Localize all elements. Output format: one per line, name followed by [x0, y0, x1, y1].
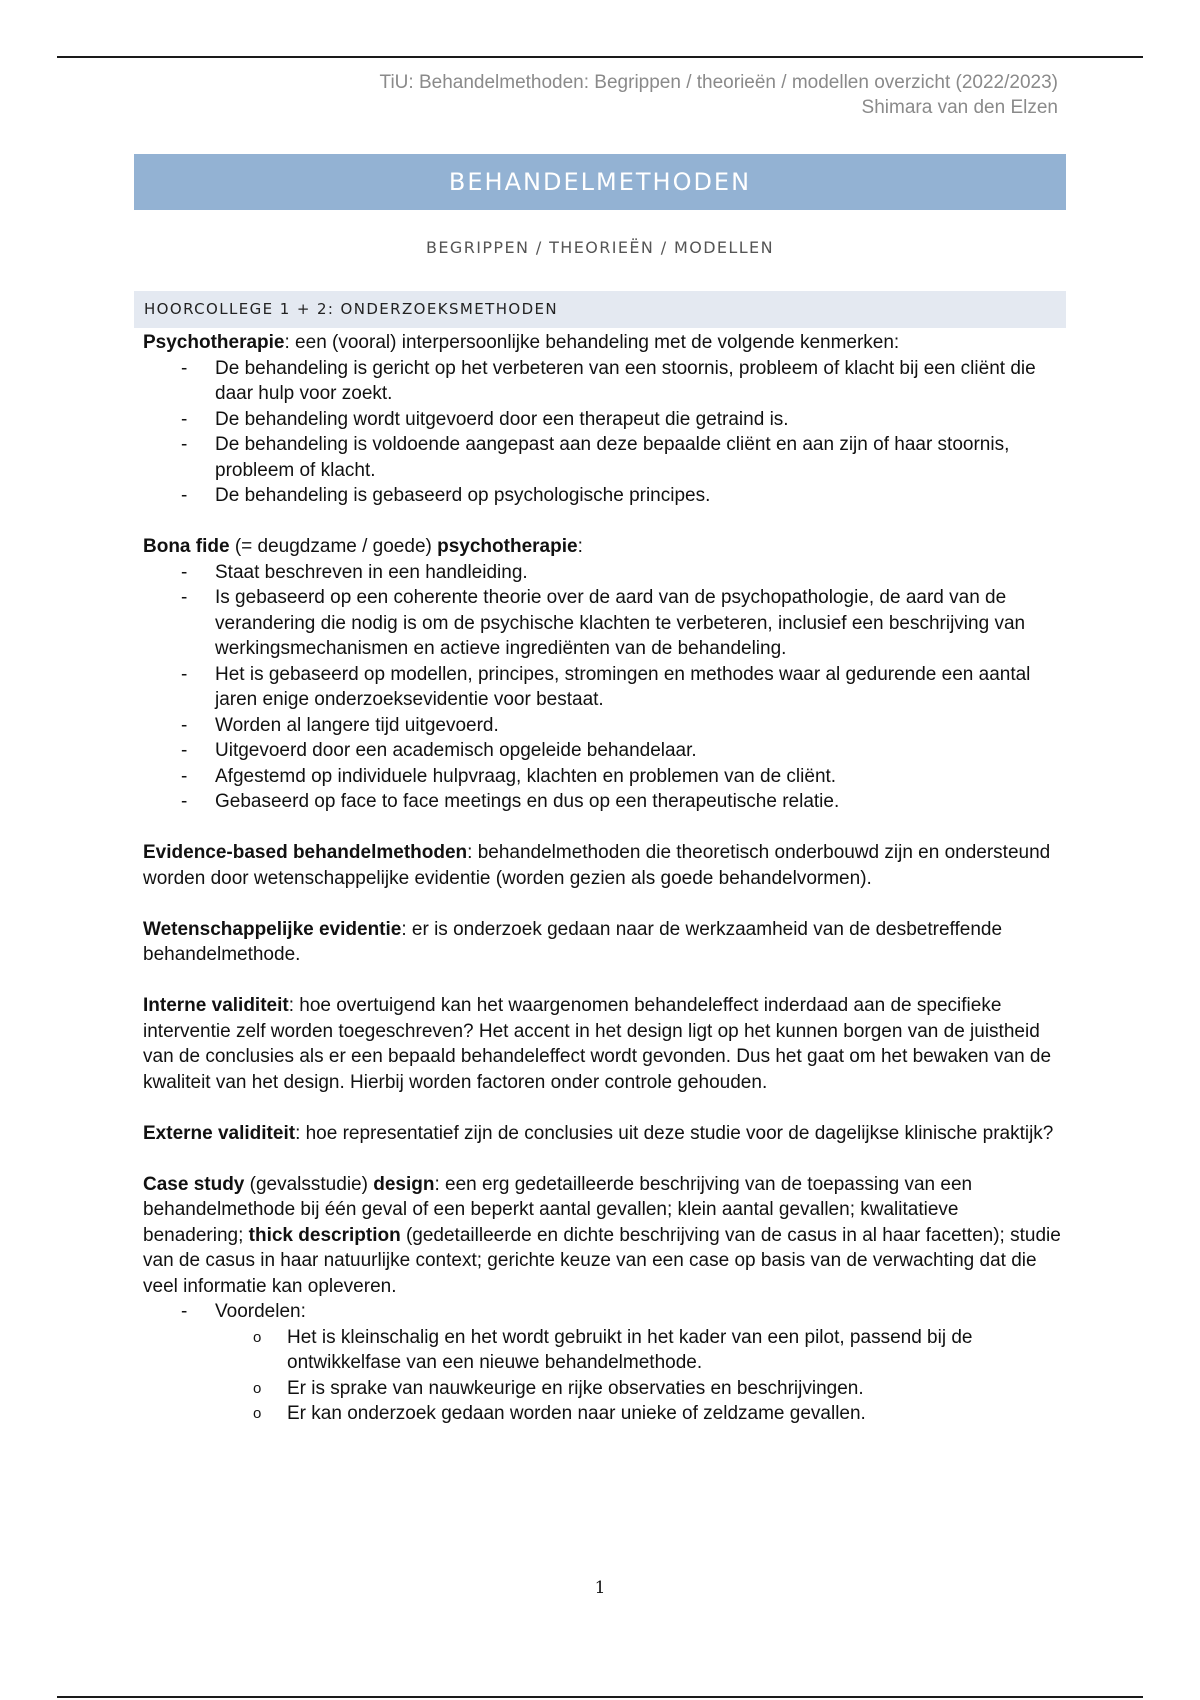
externe-validiteit-definition: Externe validiteit: hoe representatief zijn de conclusies uit deze studie voor de dagelijkse klinische praktijk? — [143, 1122, 1054, 1144]
interne-validiteit-definition: Interne validiteit: hoe overtuigend kan het waargenomen behandeleffect inderdaad aan de specifieke interventie zelf worden toegeschreven? Het accent in het design ligt op het kunnen borgen van de juistheid van de conclusies als er een bepaald behandeleffect wordt gevonden. Dus het gaat om het bewaken van de kwaliteit van het design. Hierbij worden factoren onder controle gehouden. — [143, 995, 1052, 1093]
page-number: 1 — [594, 1578, 606, 1598]
list-item: - Is gebaseerd op een coherente theorie over de aard van de psychopathologie, de aard van de verandering die nodig is om de psychische klachten te verbeteren, inclusief een beschrijving van werkingsmechanismen en actieve ingrediënten van de behandeling. — [215, 585, 1063, 662]
top-rule — [57, 56, 1143, 58]
evidence-based-definition: Evidence-based behandelmethoden: behandelmethoden die theoretisch onderbouwd zijn en ondersteund worden door wetenschappelijke evidentie (worden gezien als goede behandelvormen). — [143, 842, 1051, 889]
header-author-line: Shimara van den Elzen — [861, 97, 1058, 118]
term-psychotherapie-2: psychotherapie — [437, 536, 578, 557]
term-thick-description: thick description — [248, 1224, 401, 1246]
list-item: - Uitgevoerd door een academisch opgeleide behandelaar. — [215, 738, 1063, 764]
header-course-line: TiU: Behandelmethoden: Begrippen / theorieën / modellen overzicht (2022/2023) — [379, 72, 1058, 93]
term-design: design — [373, 1173, 435, 1195]
term-externe-validiteit: Externe validiteit — [143, 1122, 296, 1144]
bona-fide-list — [143, 560, 1063, 815]
term-wetenschappelijke-evidentie: Wetenschappelijke evidentie — [143, 918, 402, 940]
bona-fide-definition: Bona fide (= deugdzame / goede) psychotherapie: — [143, 536, 583, 557]
list-item: - Staat beschreven in een handleiding. — [215, 560, 1063, 586]
list-item: - Het is gebaseerd op modellen, principes, stromingen en methodes waar al gedurende een aantal jaren enige onderzoeksevidentie voor bestaat. — [215, 662, 1063, 713]
bottom-rule — [57, 1696, 1143, 1698]
term-case-study: Case study — [143, 1173, 245, 1195]
wetenschappelijke-evidentie-definition: Wetenschappelijke evidentie: er is onderzoek gedaan naar de werkzaamheid van de desbetreffende behandelmethode. — [143, 918, 1003, 965]
list-item: - Afgestemd op individuele hulpvraag, klachten en problemen van de cliënt. — [215, 764, 1063, 790]
case-study-definition: Case study (gevalsstudie) design: een erg gedetailleerde beschrijving van de toepassing van een behandelmethode bij één geval of een beperkt aantal gevallen; klein aantal gevallen; kwalitatieve benadering; thick description (gedetailleerde en dichte beschrijving van de casus in al haar facetten); studie van de casus in haar natuurlijke context; gerichte keuze van een case op basis van de verwachting dat die veel informatie kan opleveren. — [143, 1173, 1061, 1297]
document-subtitle: BEGRIPPEN / THEORIEËN / MODELLEN — [426, 238, 774, 257]
list-item-voordelen: - Voordelen: o Het is kleinschalig en het wordt gebruikt in het kader van een pilot, passend bij de ontwikkelfase van een nieuwe behandelmethode. o Er is sprake van nauwkeurige en rijke observaties en beschrijvingen. o Er kan onderzoek gedaan worden naar unieke of zeldzame gevallen. — [215, 1299, 1063, 1427]
list-item: - De behandeling is voldoende aangepast aan deze bepaalde cliënt en aan zijn of haar stoornis, probleem of klacht. — [215, 432, 1063, 483]
case-study-list — [143, 1299, 1063, 1427]
voordelen-sublist — [215, 1325, 1063, 1427]
list-item: - Gebaseerd op face to face meetings en dus op een therapeutische relatie. — [215, 789, 1063, 815]
section-heading: HOORCOLLEGE 1 + 2: ONDERZOEKSMETHODEN — [134, 291, 1066, 328]
sublist-item: o Er kan onderzoek gedaan worden naar unieke of zeldzame gevallen. — [287, 1401, 1063, 1427]
document-title: BEHANDELMETHODEN — [134, 154, 1066, 210]
term-psychotherapie: Psychotherapie — [143, 332, 285, 353]
sublist-item: o Er is sprake van nauwkeurige en rijke observaties en beschrijvingen. — [287, 1376, 1063, 1402]
term-interne-validiteit: Interne validiteit — [143, 995, 289, 1016]
term-bona-fide: Bona fide — [143, 536, 230, 557]
list-item: - De behandeling is gebaseerd op psychologische principes. — [215, 483, 1063, 509]
list-item: - De behandeling is gericht op het verbeteren van een stoornis, probleem of klacht bij een cliënt die daar hulp voor zoekt. — [215, 356, 1063, 407]
document-header — [380, 70, 1058, 120]
list-item: - Worden al langere tijd uitgevoerd. — [215, 713, 1063, 739]
document-body — [143, 330, 1063, 1427]
sublist-item: o Het is kleinschalig en het wordt gebruikt in het kader van een pilot, passend bij de ontwikkelfase van een nieuwe behandelmethode. — [287, 1325, 1063, 1376]
term-evidence-based: Evidence-based behandelmethoden — [143, 842, 468, 863]
list-item: - De behandeling wordt uitgevoerd door een therapeut die getraind is. — [215, 407, 1063, 433]
psychotherapie-definition: Psychotherapie: een (vooral) interpersoonlijke behandeling met de volgende kenmerken: — [143, 332, 900, 353]
psychotherapie-list — [143, 356, 1063, 509]
